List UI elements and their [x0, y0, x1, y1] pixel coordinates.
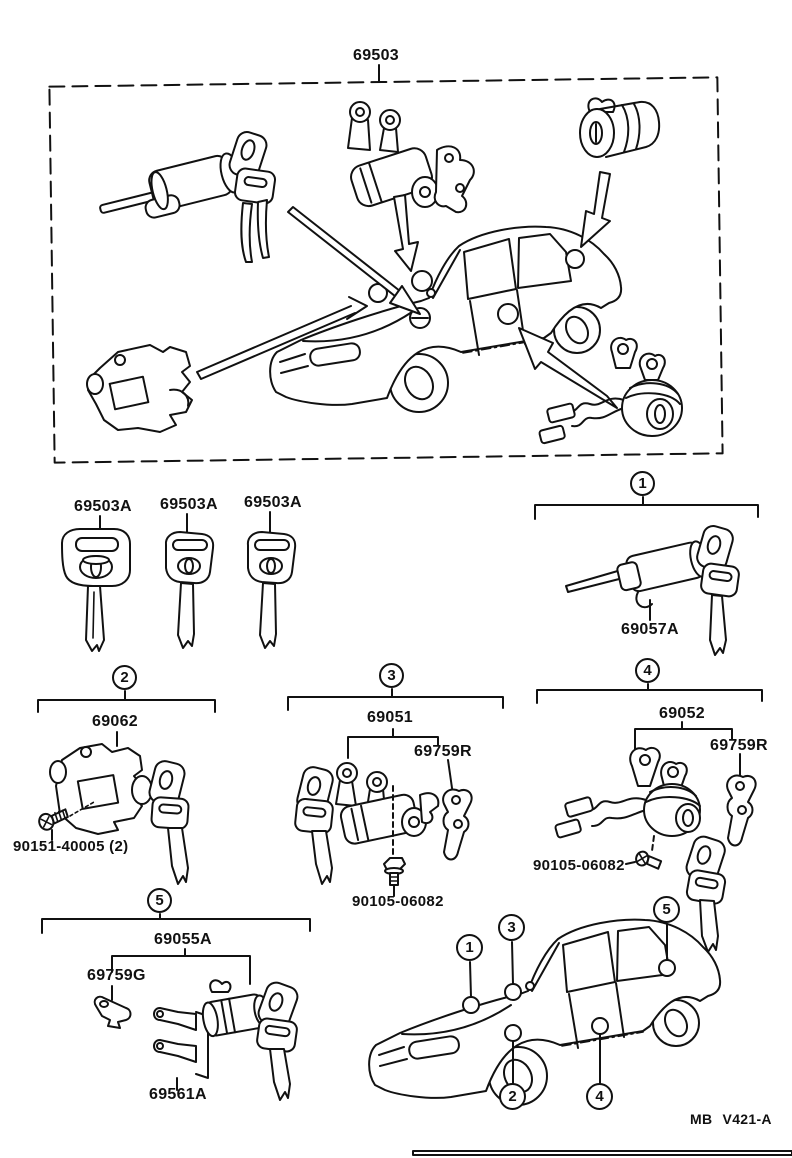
back-door-cylinder-drawing [580, 98, 659, 157]
car-location-callout-4: 4 [586, 1083, 613, 1110]
car-location-callout-5: 5 [653, 896, 680, 923]
section-3-part-label: 69051 [367, 709, 413, 726]
key-blank-3-label: 69503A [244, 494, 302, 511]
luggage-lock-harness-drawing [539, 338, 682, 444]
section-3-bolt-label: 90105-06082 [352, 893, 444, 910]
car-location-callout-2: 2 [499, 1083, 526, 1110]
page-bottom-rule [413, 1151, 792, 1155]
section-3-callout: 3 [379, 663, 404, 688]
ignition-lock-cylinder-drawing [95, 129, 276, 262]
location-car-illustration [369, 920, 720, 1105]
key-blank-drawings [62, 512, 295, 651]
section-5-bracket-label: 69561A [149, 1086, 207, 1103]
section-5-callout: 5 [147, 888, 172, 913]
door-lock-assembly-drawing [348, 102, 474, 212]
car-location-callout-1: 1 [456, 934, 483, 961]
key-blank-2-label: 69503A [160, 496, 218, 513]
section-4-drawing [537, 684, 762, 952]
kit-car-illustration [270, 227, 621, 412]
page-code-label: MB V421-A [690, 1111, 772, 1127]
glove-box-lock-drawing [87, 345, 192, 432]
key-blank-1-label: 69503A [74, 498, 132, 515]
section-2-part-label: 69062 [92, 713, 138, 730]
section-2-screw-label: 90151-40005 (2) [13, 838, 129, 855]
section-1-callout: 1 [630, 471, 655, 496]
section-5-clip-label: 69759G [87, 967, 146, 984]
section-4-lever-label: 69759R [710, 737, 768, 754]
car-location-callout-3: 3 [498, 914, 525, 941]
section-3-lever-label: 69759R [414, 743, 472, 760]
section-4-bolt-label: 90105-06082 [533, 857, 625, 874]
section-4-callout: 4 [635, 658, 660, 683]
kit-part-number-label: 69503 [353, 47, 399, 64]
section-5-part-label: 69055A [154, 931, 212, 948]
section-2-callout: 2 [112, 665, 137, 690]
section-1-part-label: 69057A [621, 621, 679, 638]
section-4-part-label: 69052 [659, 705, 705, 722]
